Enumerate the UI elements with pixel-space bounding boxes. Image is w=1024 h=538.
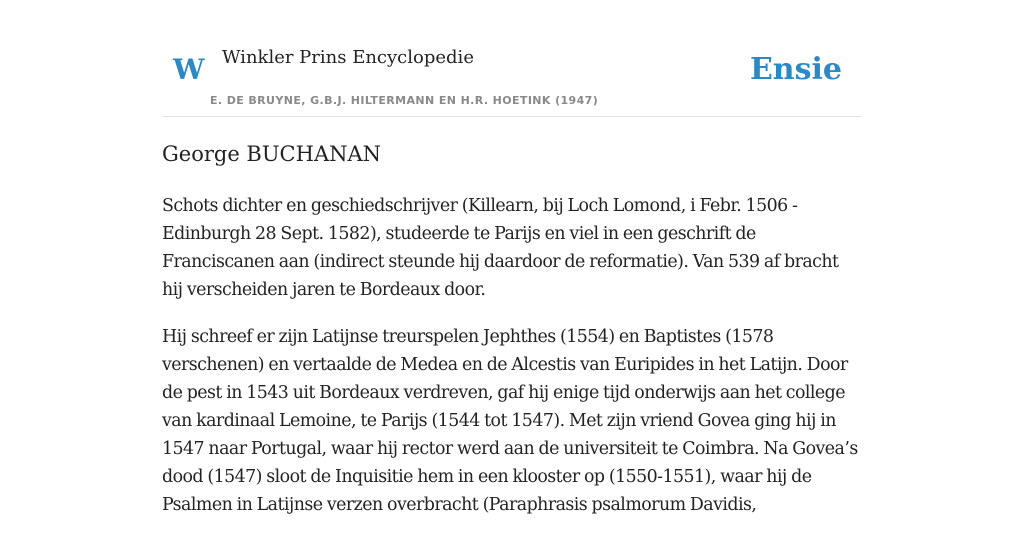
publication-title[interactable]: Winkler Prins Encyclopedie	[222, 47, 474, 68]
article-paragraph: Schots dichter en geschiedschrijver (Killearn, bij Loch Lomond, i Febr. 1506 - Edinburgh 28 Sept. 1582), studeerde te Parijs en viel in een geschrift de Franciscanen aan (indirect steunde hij daardoor de reformatie). Van 539 af bracht hij verscheiden jaren te Bordeaux door.	[162, 196, 839, 300]
publication-logo[interactable]: W	[173, 53, 205, 86]
publication-header	[162, 0, 862, 117]
article-title: George BUCHANAN	[162, 142, 382, 166]
article-body	[162, 192, 862, 538]
page-container	[162, 0, 862, 515]
ensie-brand-link[interactable]: Ensie	[749, 52, 842, 87]
article-paragraph: Hij schreef er zijn Latijnse treurspelen Jephthes (1554) en Baptistes (1578 verschenen) en vertaalde de Medea en de Alcestis van Euripides in het Latijn. Door de pest in 1543 uit Bordeaux verdreven, gaf hij enige tijd onderwijs aan het college van kardinaal Lemoine, te Parijs (1544 tot 1547). Met zijn vriend Govea ging hij in 1547 naar Portugal, waar hij rector werd aan de universiteit te Coimbra. Na Govea’s dood (1547) sloot de Inquisitie hem in een klooster op (1550-1551), waar hij de Psalmen in Latijnse verzen overbracht (Paraphrasis psalmorum Davidis,	[162, 327, 858, 515]
publication-authors: E. DE BRUYNE, G.B.J. HILTERMANN EN H.R. HOETINK (1947)	[210, 94, 599, 107]
